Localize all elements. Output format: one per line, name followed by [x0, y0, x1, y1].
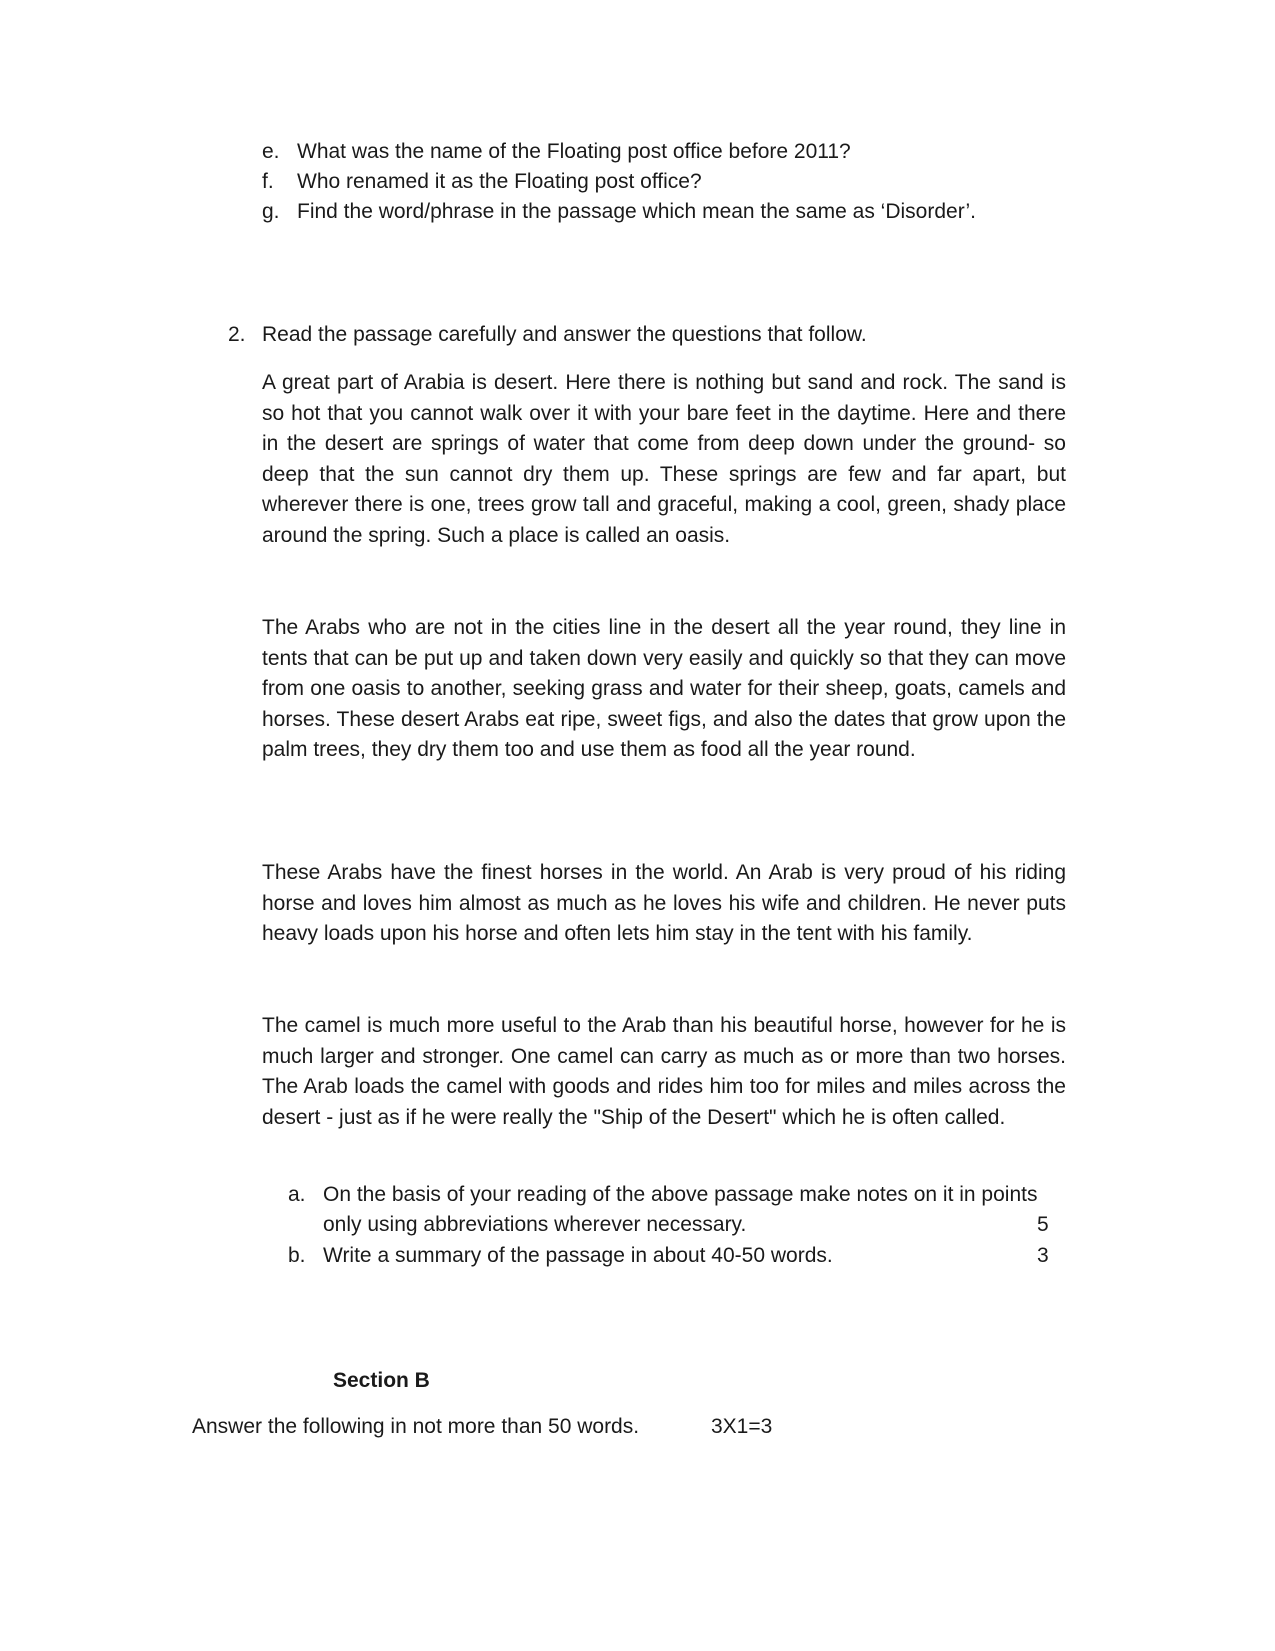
question-2-number: 2.: [228, 323, 246, 346]
subquestion-a-text-line1: On the basis of your reading of the above passage make notes on it in points: [323, 1183, 1038, 1206]
subquestion-a-marks: 5: [1037, 1213, 1049, 1236]
passage-paragraph-4: The camel is much more useful to the Arab than his beautiful horse, however for he is much larger and stronger. One camel can carry as much as or more than two horses. The Arab loads the camel with goods and rides him too for miles and miles across the desert - just as if he were really the "Ship of the Desert" which he is often called.: [262, 1014, 1066, 1129]
question-f-marker: f.: [262, 170, 274, 193]
section-b-marks: 3X1=3: [711, 1415, 773, 1438]
passage-paragraph-3: These Arabs have the finest horses in the world. An Arab is very proud of his riding horse and loves him almost as much as he loves his wife and children. He never puts heavy loads upon his horse and often lets him stay in the tent with his family.: [262, 861, 1066, 946]
passage-paragraph-1: A great part of Arabia is desert. Here there is nothing but sand and rock. The sand is so hot that you cannot walk over it with your bare feet in the daytime. Here and there in the desert are springs of water that come from deep down under the ground- so deep that the sun cannot dry them up. These springs are few and far apart, but wherever there is one, trees grow tall and graceful, making a cool, green, shady place around the spring. Such a place is called an oasis.: [262, 371, 1066, 547]
question-e-text: What was the name of the Floating post office before 2011?: [297, 140, 851, 163]
question-g-marker: g.: [262, 200, 280, 223]
question-2-instruction: Read the passage carefully and answer the questions that follow.: [262, 323, 867, 346]
subquestion-b-text: Write a summary of the passage in about 40-50 words.: [323, 1244, 833, 1267]
subquestion-b-marker: b.: [288, 1244, 306, 1267]
question-e-marker: e.: [262, 140, 280, 163]
passage-paragraph-2: The Arabs who are not in the cities line in the desert all the year round, they line in tents that can be put up and taken down very easily and quickly so that they can move from one oasis to another, seeking grass and water for their sheep, goats, camels and horses. These desert Arabs eat ripe, sweet figs, and also the dates that grow upon the palm trees, they dry them too and use them as food all the year round.: [262, 616, 1066, 762]
subquestion-a-text-line2: only using abbreviations wherever necessary.: [323, 1213, 747, 1236]
subquestion-a-marker: a.: [288, 1183, 306, 1206]
question-g-text: Find the word/phrase in the passage which mean the same as ‘Disorder’.: [297, 200, 976, 223]
question-f-text: Who renamed it as the Floating post office?: [297, 170, 702, 193]
subquestion-b-marks: 3: [1037, 1244, 1049, 1267]
section-b-instruction: Answer the following in not more than 50 words.: [192, 1415, 640, 1438]
section-b-heading: Section B: [333, 1369, 430, 1392]
